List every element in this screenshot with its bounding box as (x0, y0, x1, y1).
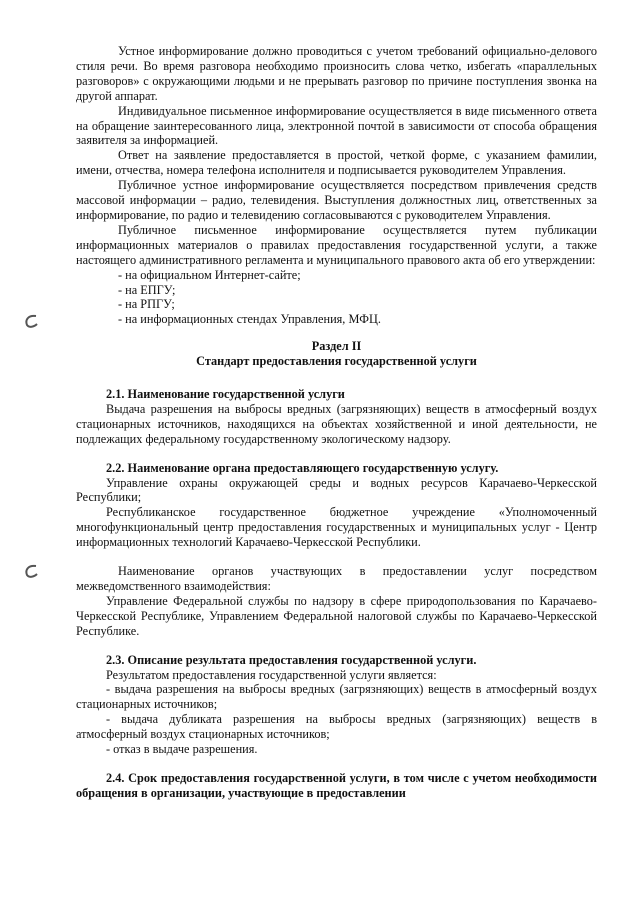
subsection-heading: 2.2. Наименование органа предоставляющего государственную услугу. (106, 460, 499, 475)
list-item: - на РПГУ; (118, 297, 175, 312)
paragraph: Устное информирование должно проводиться с учетом требований официально-делового стиля речи. Во время разговора необходимо произносить слова четко, избегать «параллельных разговоров» с окружающими людьми и не прерывать разговор по причине поступления звонка на другой аппарат. (76, 44, 597, 103)
subsection-heading: 2.3. Описание результата предоставления государственной услуги. (106, 652, 477, 667)
paragraph: Результатом предоставления государственной услуги является: (106, 667, 437, 682)
document-body (76, 44, 597, 801)
paragraph: Управление охраны окружающей среды и водных ресурсов Карачаево-Черкесской Республики; (76, 475, 597, 505)
list-item: - на официальном Интернет-сайте; (118, 267, 301, 282)
list-item: - на информационных стендах Управления, МФЦ. (118, 312, 381, 327)
section-number: Раздел II (311, 339, 362, 354)
paragraph: Выдача разрешения на выбросы вредных (загрязняющих) веществ в атмосферный воздух стационарных источников, находящихся на объектах хозяйственной и иной деятельности, не подлежащих федеральному государственному экологическому надзору. (76, 401, 597, 446)
punch-hole-icon (24, 564, 38, 578)
paragraph: Публичное устное информирование осуществляется посредством привлечения средств массовой информации – радио, телевидения. Выступления должностных лиц, ответственных за информирование, по радио и телевидению согласовываются с руководителем Управления. (76, 178, 597, 222)
paragraph: Индивидуальное письменное информирование осуществляется в виде письменного ответа на обращение заинтересованного лица, электронной почтой в зависимости от способа обращения заявителя за информацией. (76, 103, 597, 148)
paragraph: Публичное письменное информирование осуществляется путем публикации информационных материалов о правилах предоставления государственной услуги, а также настоящего административного регламента и муниципального правового акта об его утверждении: (76, 222, 597, 267)
list-item: - на ЕПГУ; (118, 282, 176, 297)
paragraph: Управление Федеральной службы по надзору в сфере природопользования по Карачаево-Черкесской Республике, Управлением Федеральной налоговой службы по Карачаево-Черкесской Республике. (76, 593, 597, 638)
paragraph: Республиканское государственное бюджетное учреждение «Уполномоченный многофункциональный центр предоставления государственных и муниципальных услуг - Центр информационных технологий Карачаево-Черкесской Республики. (76, 505, 597, 550)
punch-hole-icon (24, 314, 38, 328)
subsection-heading: 2.4. Срок предоставления государственной услуги, в том числе с учетом необходимости обращения в организации, участвующие в предоставлении (76, 770, 597, 800)
paragraph: Наименование органов участвующих в предоставлении услуг посредством межведомственного взаимодействия: (76, 564, 597, 593)
section-title: Стандарт предоставления государственной услуги (196, 354, 477, 369)
list-item: - отказ в выдаче разрешения. (106, 742, 258, 757)
list-item: - выдача дубликата разрешения на выбросы вредных (загрязняющих) веществ в атмосферный воздух стационарных источников; (76, 712, 597, 742)
paragraph: Ответ на заявление предоставляется в простой, четкой форме, с указанием фамилии, имени, отчества, номера телефона исполнителя и подписывается руководителем Управления. (76, 148, 597, 178)
subsection-heading: 2.1. Наименование государственной услуги (106, 387, 345, 402)
list-item: - выдача разрешения на выбросы вредных (загрязняющих) веществ в атмосферный воздух стационарных источников; (76, 682, 597, 712)
